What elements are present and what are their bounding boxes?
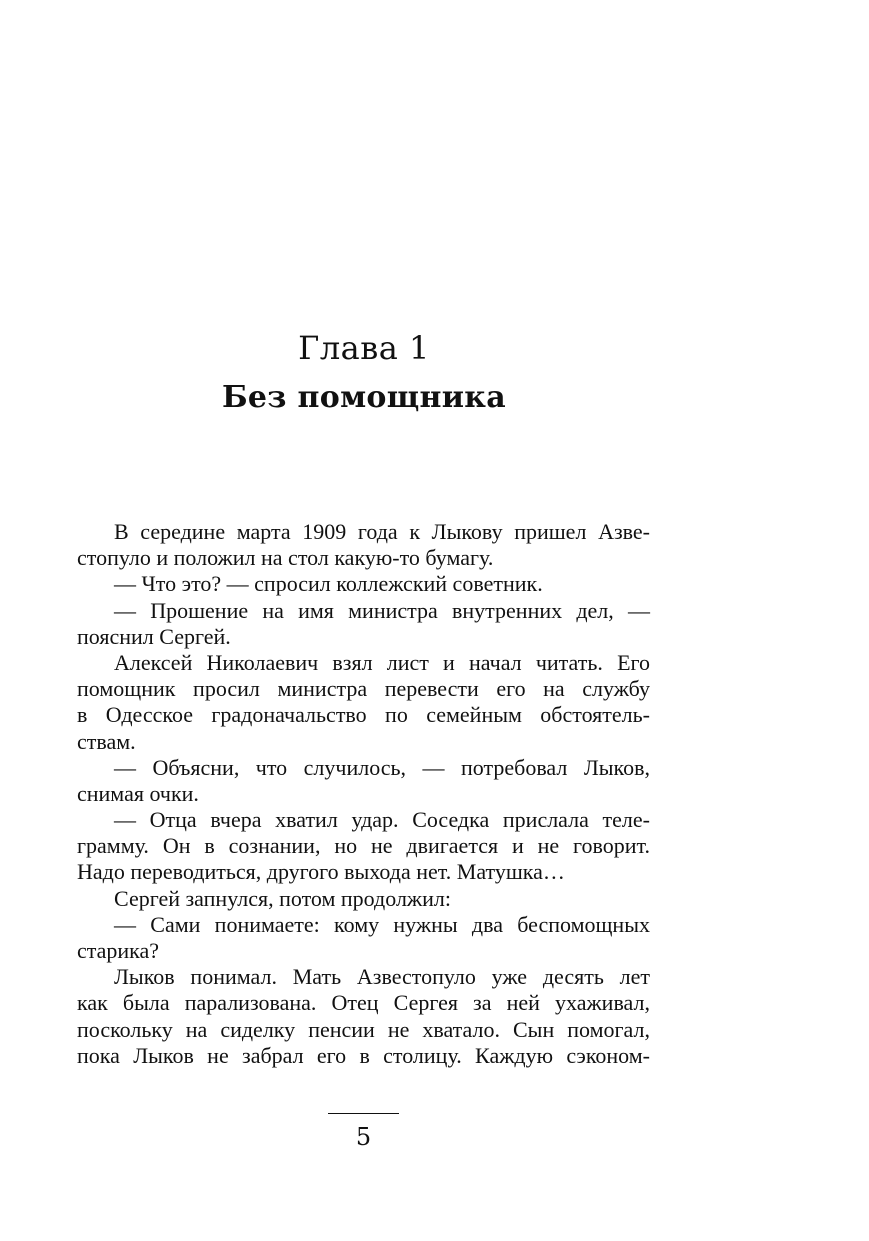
- text-line: как была парализована. Отец Сергея за ней ухаживал,: [77, 990, 650, 1016]
- text-line: старика?: [77, 938, 160, 963]
- footer-rule: [328, 1113, 399, 1114]
- text-line: Лыков понимал. Мать Азвестопуло уже десять лет: [114, 964, 650, 990]
- page-number: 5: [355, 1123, 372, 1151]
- text-line: В середине марта 1909 года к Лыкову пришел Азве-: [114, 519, 650, 544]
- text-line: — Отца вчера хватил удар. Соседка прислала теле-: [114, 807, 650, 833]
- text-line: помощник просил министра перевести его на службу: [77, 676, 650, 702]
- text-line: — Объясни, что случилось, — потребовал Лыков,: [114, 754, 650, 780]
- text-line: пояснил Сергей.: [77, 623, 231, 649]
- text-line: Сергей запнулся, потом продолжил:: [114, 885, 451, 911]
- chapter-title: Без помощника: [221, 380, 507, 415]
- text-line: ствам.: [77, 728, 136, 754]
- text-line: — Прошение на имя министра внутренних дел, —: [114, 597, 650, 623]
- chapter-number: Глава 1: [298, 329, 430, 367]
- text-line: поскольку на сиделку пенсии не хватало. Сын помогал,: [77, 1016, 650, 1042]
- text-line: грамму. Он в сознании, но не двигается и не говорит.: [77, 833, 650, 859]
- text-line: — Что это? — спросил коллежский советник.: [114, 571, 543, 597]
- chapter-body-text: [77, 519, 650, 1069]
- text-line: Алексей Николаевич взял лист и начал читать. Его: [114, 649, 650, 675]
- text-line: пока Лыков не забрал его в столицу. Каждую сэконом-: [77, 1042, 650, 1068]
- text-line: снимая очки.: [77, 780, 199, 806]
- text-line: — Сами понимаете: кому нужны два беспомощных: [114, 911, 650, 937]
- text-line: Надо переводиться, другого выхода нет. Матушка…: [77, 859, 565, 885]
- text-line: в Одесское градоначальство по семейным обстоятель-: [77, 702, 650, 728]
- text-line: стопуло и положил на стол какую-то бумагу.: [77, 545, 494, 571]
